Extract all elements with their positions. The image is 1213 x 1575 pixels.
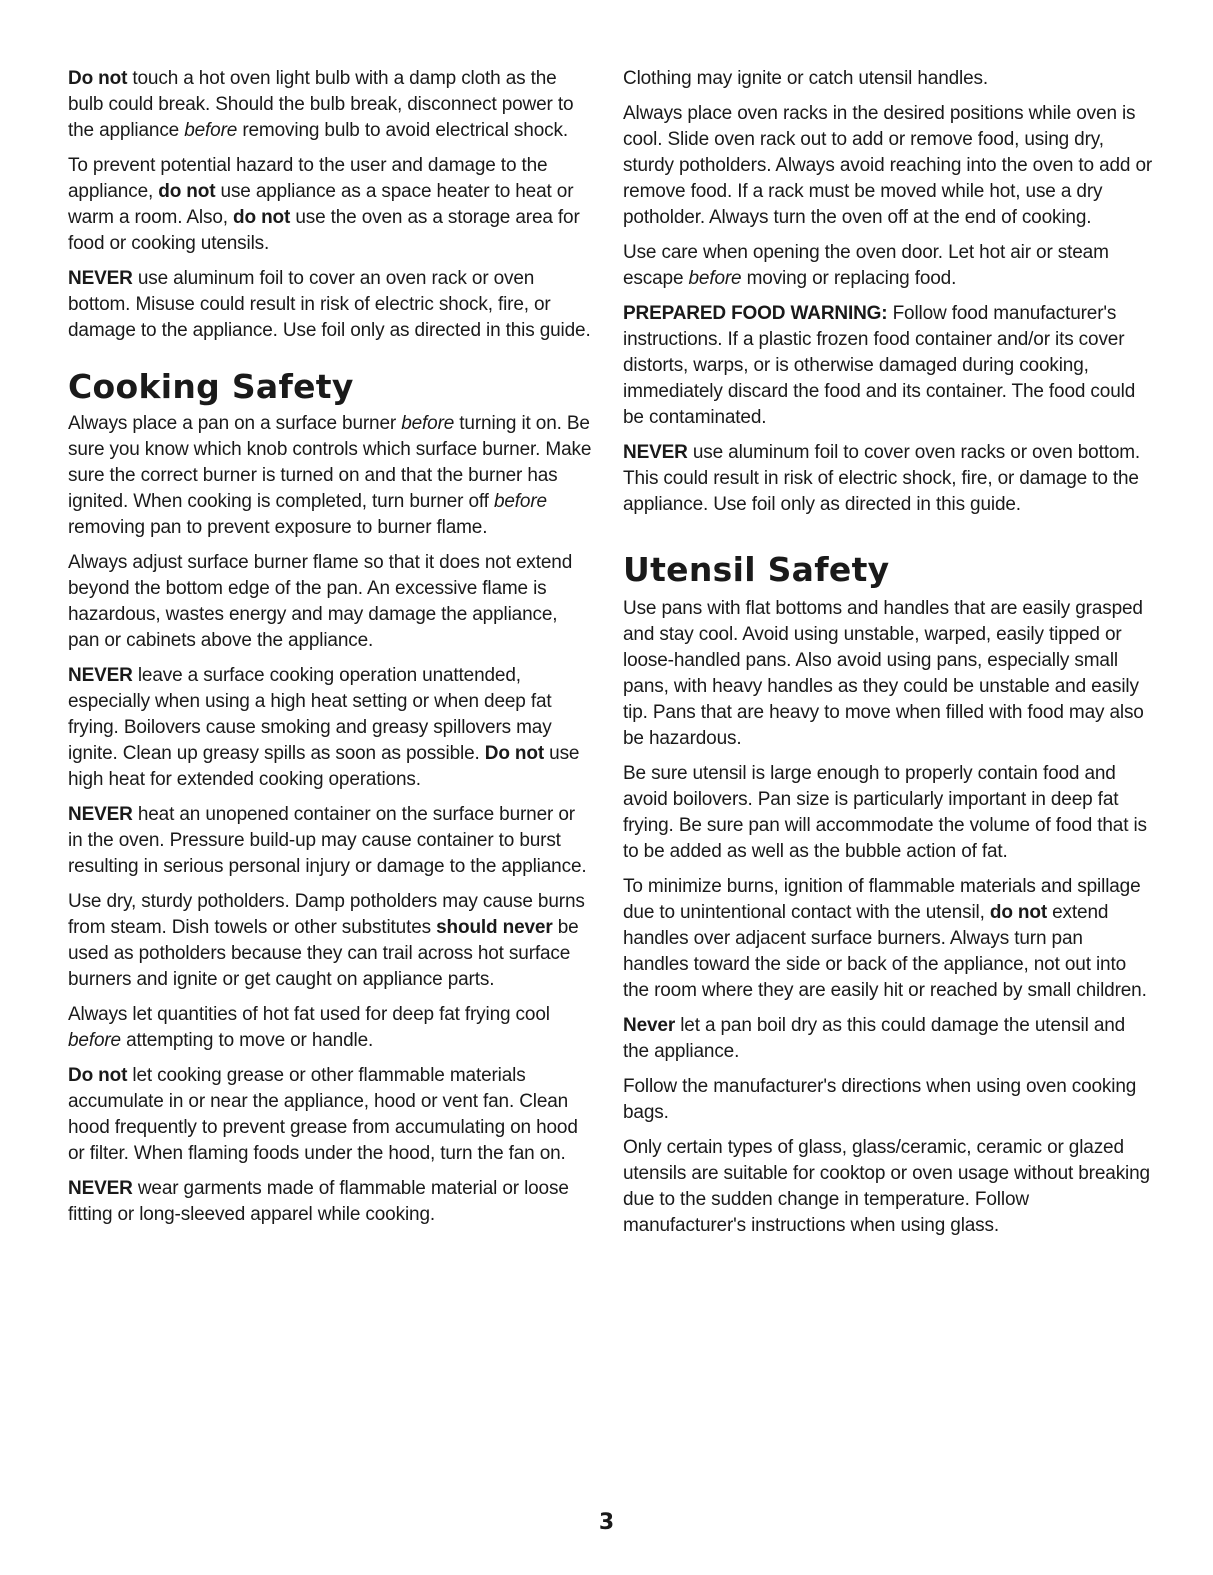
grease-paragraph: Do not let cooking grease or other flammable materials accumulate in or near the appliance, hood or vent fan. Clean hood frequently to prevent grease from accumulating on hood or filter. When flaming foods under the hood, turn the fan on. <box>68 1065 578 1164</box>
prepared-food-warning-paragraph: PREPARED FOOD WARNING: Follow food manufacturer's instructions. If a plastic frozen food container and/or its cover distorts, warps, or is otherwise damaged during cooking, immediately discard the food and its container. The food could be contaminated. <box>623 303 1136 428</box>
cooking-safety-heading: Cooking Safety <box>68 367 354 406</box>
page-number: 3 <box>598 1510 615 1535</box>
flat-bottom-pans-paragraph: Use pans with flat bottoms and handles that are easily grasped and stay cool. Avoid using unstable, warped, easily tipped or loose-handled pans. Also avoid using pans, especially small pans, with heavy handles as they could be unstable and easily tip. Pans that are heavy to move when filled with food may also be hazardous. <box>623 598 1144 749</box>
oven-racks-paragraph: Always place oven racks in the desired positions while oven is cool. Slide oven rack out to add or remove food, using dry, sturdy potholders. Always avoid reaching into the oven to add or remove food. If a rack must be moved while hot, use a dry potholder. Always turn the oven off at the end of cooking. <box>623 103 1153 228</box>
right-column <box>623 66 1153 1239</box>
oven-door-paragraph: Use care when opening the oven door. Let hot air or steam escape before moving or replacing food. <box>623 242 1109 289</box>
hot-fat-paragraph: Always let quantities of hot fat used for deep fat frying cool before attempting to move or handle. <box>68 1004 550 1051</box>
left-column <box>68 66 592 1228</box>
glass-utensils-paragraph: Only certain types of glass, glass/ceramic, ceramic or glazed utensils are suitable for cooktop or oven usage without breaking due to the sudden change in temperature. Follow manufacturer's instructions when using glass. <box>623 1137 1150 1236</box>
pan-handles-paragraph: To minimize burns, ignition of flammable materials and spillage due to unintentional contact with the utensil, do not extend handles over adjacent surface burners. Always turn pan handles toward the side or back of the appliance, not out into the room where they are easily hit or reached by small children. <box>623 876 1147 1001</box>
boil-dry-paragraph: Never let a pan boil dry as this could damage the utensil and the appliance. <box>623 1015 1126 1062</box>
burner-placement-paragraph: Always place a pan on a surface burner before turning it on. Be sure you know which knob controls which surface burner. Make sure the correct burner is turned on and that the burner has ignited. When cooking is completed, turn burner off before removing pan to prevent exposure to burner flame. <box>68 413 592 538</box>
bulb-warning-paragraph: Do not touch a hot oven light bulb with a damp cloth as the bulb could break. Should the bulb break, disconnect power to the appliance before removing bulb to avoid electrical shock. <box>68 68 574 141</box>
utensil-safety-heading: Utensil Safety <box>623 550 890 589</box>
unattended-cooking-paragraph: NEVER leave a surface cooking operation unattended, especially when using a high heat setting or when deep fat frying. Boilovers cause smoking and greasy spillovers may ignite. Clean up greasy spills as soon as possible. Do not use high heat for extended cooking operations. <box>68 665 580 790</box>
utensil-size-paragraph: Be sure utensil is large enough to properly contain food and avoid boilovers. Pan size is particularly important in deep fat frying. Be sure pan will accommodate the volume of food that is to be added as well as the bubble action of fat. <box>623 763 1147 862</box>
clothing-paragraph: Clothing may ignite or catch utensil handles. <box>623 68 989 89</box>
unopened-container-paragraph: NEVER heat an unopened container on the surface burner or in the oven. Pressure build-up may cause container to burst resulting in serious personal injury or damage to the appliance. <box>68 804 587 877</box>
cooking-bags-paragraph: Follow the manufacturer's directions when using oven cooking bags. <box>623 1076 1137 1123</box>
oven-foil-paragraph: NEVER use aluminum foil to cover oven racks or oven bottom. This could result in risk of electric shock, fire, or damage to the appliance. Use foil only as directed in this guide. <box>623 442 1141 515</box>
potholders-paragraph: Use dry, sturdy potholders. Damp potholders may cause burns from steam. Dish towels or other substitutes should never be used as potholders because they can trail across hot surface burners and ignite or get caught on appliance parts. <box>68 891 585 990</box>
flame-adjust-paragraph: Always adjust surface burner flame so that it does not extend beyond the bottom edge of the pan. An excessive flame is hazardous, wastes energy and may damage the appliance, pan or cabinets above the appliance. <box>68 552 573 651</box>
space-heater-paragraph: To prevent potential hazard to the user and damage to the appliance, do not use appliance as a space heater to heat or warm a room. Also, do not use the oven as a storage area for food or cooking utensils. <box>68 155 580 254</box>
foil-warning-paragraph: NEVER use aluminum foil to cover an oven rack or oven bottom. Misuse could result in risk of electric shock, fire, or damage to the appliance. Use foil only as directed in this guide. <box>68 268 591 341</box>
garments-paragraph: NEVER wear garments made of flammable material or loose fitting or long-sleeved apparel while cooking. <box>68 1178 569 1225</box>
